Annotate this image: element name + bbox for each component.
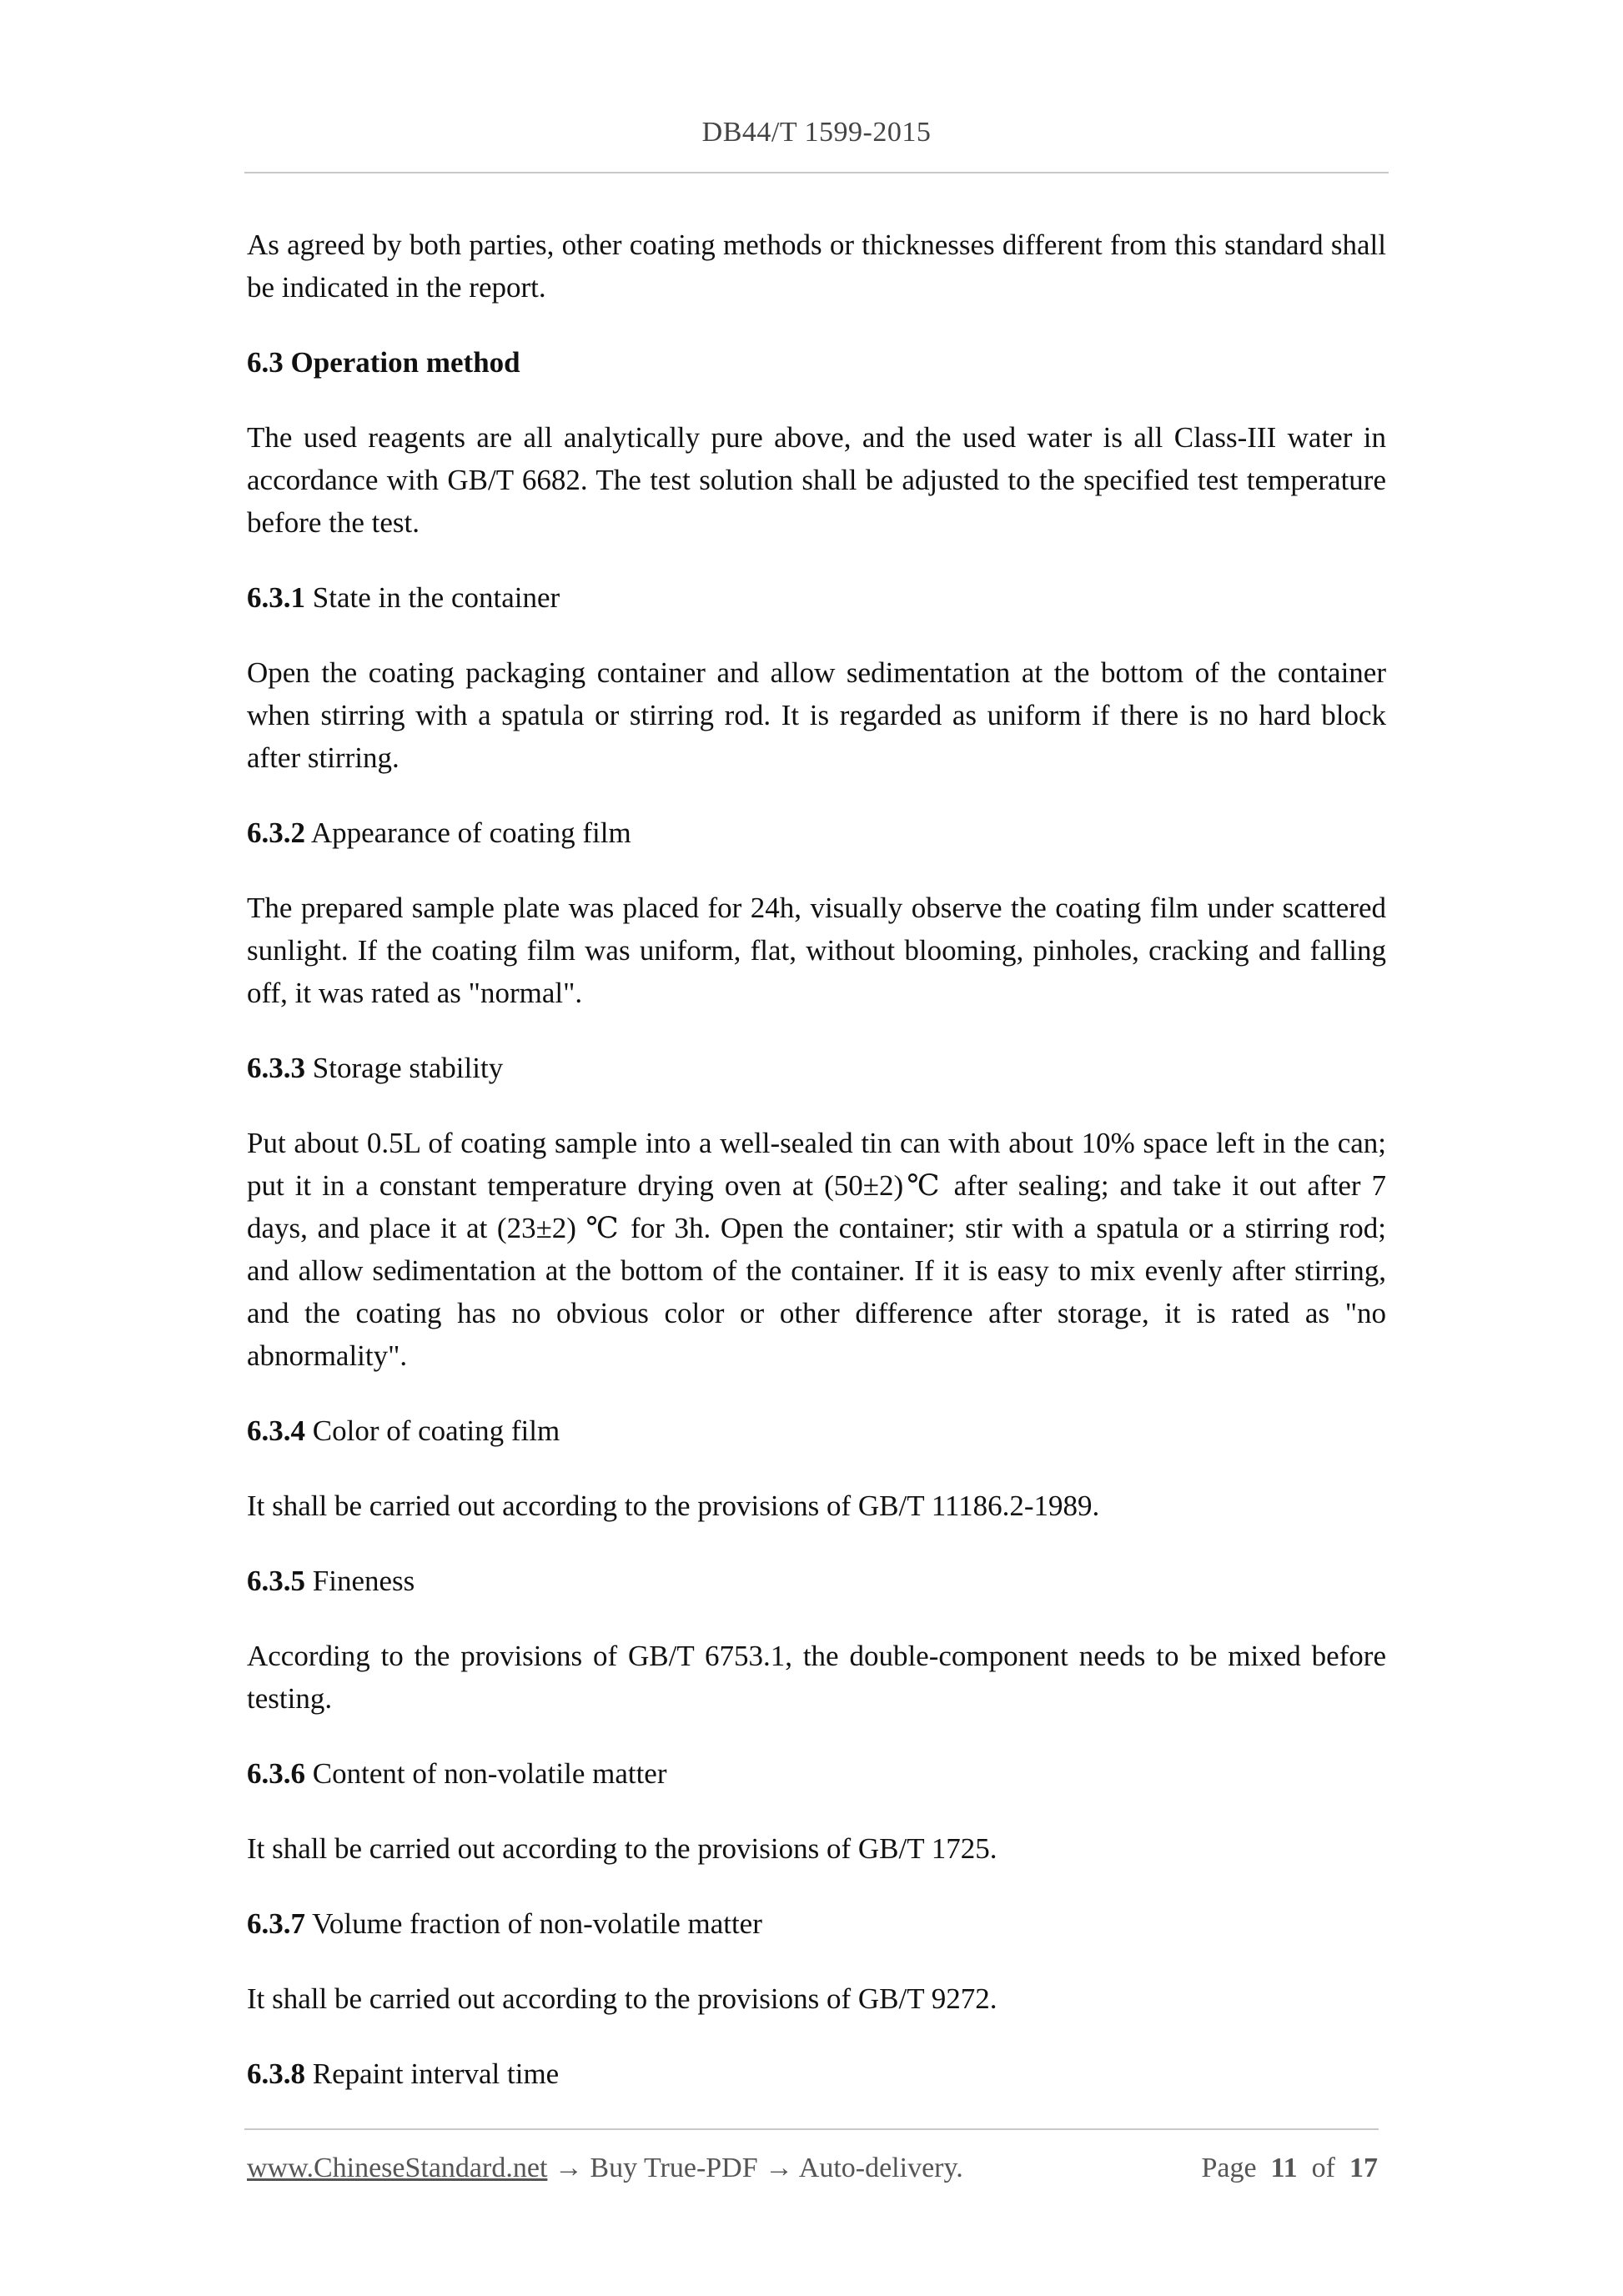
section-title: State in the container — [312, 581, 560, 614]
section-number: 6.3.3 — [247, 1052, 305, 1084]
document-body — [247, 224, 1386, 2095]
section-heading-6-3-7 — [247, 1902, 1386, 1945]
total-pages: 17 — [1349, 2153, 1378, 2183]
section-title: Volume fraction of non-volatile matter — [312, 1907, 762, 1940]
paragraph-6-3-1: Open the coating packaging container and allow sedimentation at the bottom of the container when stirring with a spatula or stirring rod. It is regarded as uniform if there is no hard block after stirring. — [247, 656, 1386, 774]
document-header: DB44/T 1599-2015 — [701, 117, 932, 148]
section-number: 6.3.5 — [247, 1565, 305, 1597]
section-heading-6-3-5 — [247, 1560, 1386, 1602]
header-divider — [244, 172, 1389, 173]
section-heading-6-3-8 — [247, 2052, 1386, 2095]
section-title: Appearance of coating film — [310, 816, 631, 849]
section-number: 6.3.4 — [247, 1414, 305, 1447]
section-number: 6.3.6 — [247, 1757, 305, 1790]
footer-promo — [247, 2149, 963, 2188]
section-number: 6.3.8 — [247, 2057, 305, 2090]
section-number: 6.3.1 — [247, 581, 305, 614]
section-heading-6-3-6 — [247, 1752, 1386, 1795]
paragraph-6-3-6: It shall be carried out according to the provisions of GB/T 1725. — [247, 1832, 997, 1865]
paragraph-6-3-5: According to the provisions of GB/T 6753.1, the double-component needs to be mixed before testing. — [247, 1640, 1386, 1715]
section-number: 6.3.7 — [247, 1907, 305, 1940]
paragraph-6-3-2: The prepared sample plate was placed for 24h, visually observe the coating film under scattered sunlight. If the coating film was uniform, flat, without blooming, pinholes, cracking and falling off, it was rated as "normal". — [247, 892, 1386, 1009]
paragraph-coating-methods: As agreed by both parties, other coating methods or thicknesses different from this standard shall be indicated in the report. — [247, 229, 1386, 304]
section-heading-6-3-1 — [247, 576, 1386, 619]
paragraph-6-3-3: Put about 0.5L of coating sample into a well-sealed tin can with about 10% space left in the can; put it in a constant temperature drying oven at (50±2)℃ after sealing; and take it out after 7 days, and place it at (23±2) ℃ for 3h. Open the container; stir with a spatula or a stirring rod; and allow sedimentation at the bottom of the container. If it is easy to mix evenly after stirring, and the coating has no obvious color or other difference after storage, it is rated as "no abnormality". — [247, 1127, 1386, 1372]
section-title: Color of coating film — [312, 1414, 560, 1447]
section-title: Storage stability — [312, 1052, 504, 1084]
section-title: Content of non-volatile matter — [312, 1757, 667, 1790]
paragraph-6-3-4: It shall be carried out according to the provisions of GB/T 11186.2-1989. — [247, 1490, 1100, 1522]
paragraph-6-3-7: It shall be carried out according to the provisions of GB/T 9272. — [247, 1982, 997, 2015]
section-heading-6-3-3 — [247, 1047, 1386, 1089]
section-number: 6.3.2 — [247, 816, 305, 849]
promo-text: → Buy True-PDF → Auto-delivery. — [554, 2153, 963, 2183]
section-title: Fineness — [312, 1565, 415, 1597]
page-indicator — [1201, 2149, 1378, 2188]
paragraph-6-3: The used reagents are all analytically pure above, and the used water is all Class-III water in accordance with GB/T 6682. The test solution shall be adjusted to the specified test temperature before the test. — [247, 421, 1386, 539]
section-heading-6-3-2 — [247, 811, 1386, 854]
of-word: of — [1311, 2153, 1335, 2183]
section-title: Repaint interval time — [312, 2057, 560, 2090]
footer-divider — [244, 2128, 1379, 2130]
page-word: Page — [1201, 2153, 1257, 2183]
website-link[interactable]: www.ChineseStandard.net — [247, 2153, 548, 2183]
page-number: 11 — [1270, 2153, 1298, 2183]
section-heading-6-3: 6.3 Operation method — [247, 346, 520, 379]
section-heading-6-3-4 — [247, 1409, 1386, 1452]
